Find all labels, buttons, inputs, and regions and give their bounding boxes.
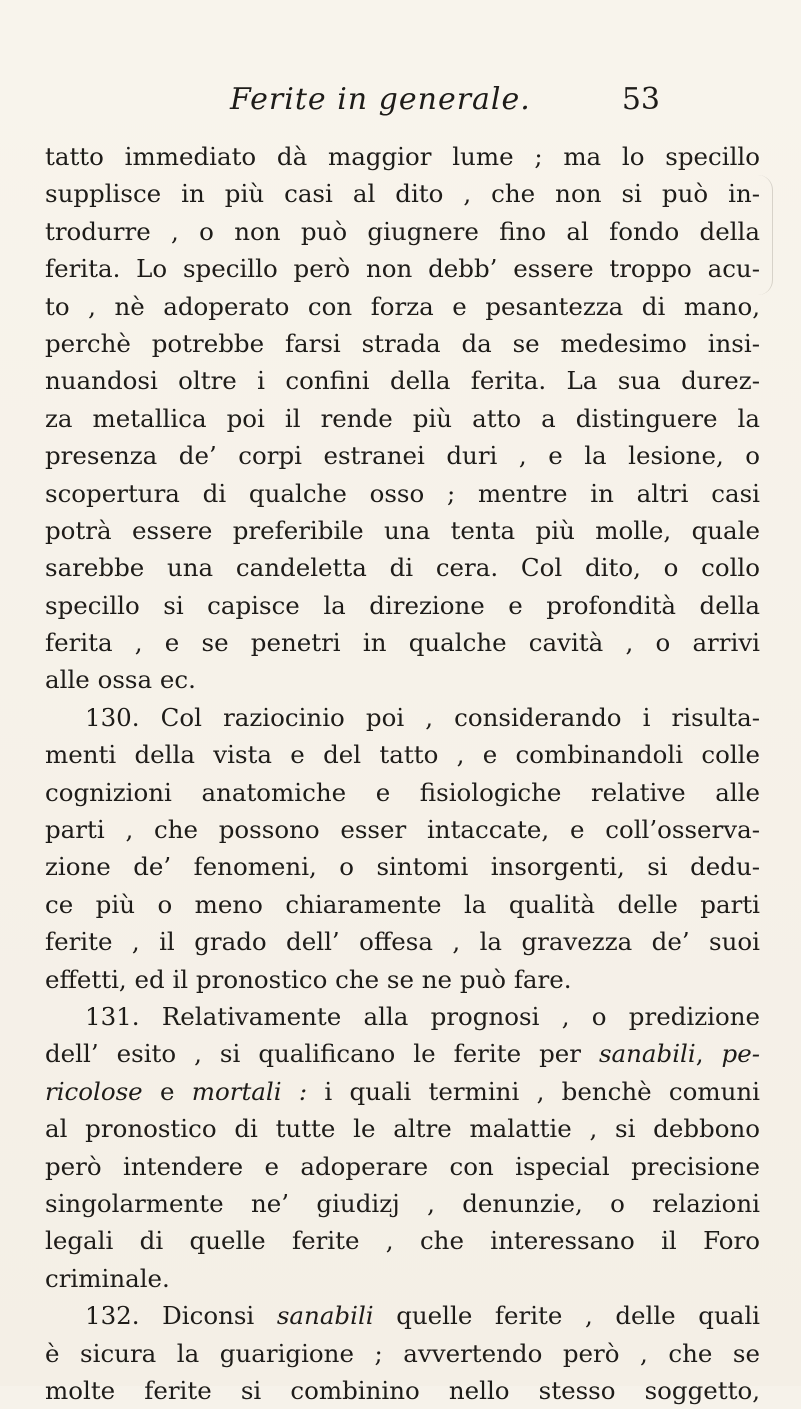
text-line: singolarmente ne’ giudizj , denunzie, o relazioni: [45, 1188, 760, 1218]
italic-term: pe-: [721, 1039, 760, 1069]
text-line: effetti, ed il pronostico che se ne può fare.: [45, 964, 572, 994]
page-edge-mark: [758, 175, 773, 295]
text-line: tatto immediato dà maggior lume ; ma lo specillo: [45, 142, 760, 171]
text-line: za metallica poi il rende più atto a distinguere la: [45, 403, 760, 433]
text-line: alle ossa ec.: [45, 665, 196, 695]
text-line: presenza de’ corpi estranei duri , e la lesione, o: [45, 441, 760, 471]
text-line: al pronostico di tutte le altre malattie , si debbono: [45, 1114, 760, 1144]
body-text: [45, 138, 760, 1409]
paragraph-130-start: 130. Col raziocinio poi , considerando i risulta-: [85, 702, 760, 732]
text-line: legali di quelle ferite , che interessano il Foro: [45, 1226, 760, 1256]
text-line: ferita. Lo specillo però non debb’ essere troppo acu-: [45, 254, 760, 284]
italic-term: ricolose: [45, 1076, 143, 1106]
text-line: cognizioni anatomiche e fisiologiche relative alle: [45, 777, 760, 807]
page-header: [230, 82, 660, 126]
text-line: però intendere e adoperare con ispecial precisione: [45, 1151, 760, 1181]
text-line: supplisce in più casi al dito , che non si può in-: [45, 179, 760, 209]
text-line: to , nè adoperato con forza e pesantezza di mano,: [45, 291, 760, 321]
text-line: parti , che possono esser intaccate, e coll’osserva-: [45, 815, 760, 845]
text-line: criminale.: [45, 1263, 170, 1293]
italic-term: sanabili: [276, 1301, 374, 1331]
text-line: zione de’ fenomeni, o sintomi insorgenti, si dedu-: [45, 852, 760, 882]
running-title: Ferite in generale.: [230, 82, 531, 117]
text-line: scopertura di qualche osso ; mentre in altri casi: [45, 478, 760, 508]
text-line: dell’ esito , si qualificano le ferite per sanabili, pe-: [45, 1039, 760, 1069]
text-line: ricolose e mortali : i quali termini , benchè comuni: [45, 1076, 760, 1106]
italic-term: mortali :: [191, 1076, 308, 1106]
text-line: sarebbe una candeletta di cera. Col dito, o collo: [45, 553, 760, 583]
italic-term: sanabili: [598, 1039, 696, 1069]
paragraph-132-start: 132. Diconsi sanabili quelle ferite , delle quali: [85, 1301, 760, 1331]
text-line: potrà essere preferibile una tenta più molle, quale: [45, 515, 760, 545]
paragraph-131-start: 131. Relativamente alla prognosi , o predizione: [85, 1001, 760, 1031]
text-line: specillo si capisce la direzione e profondità della: [45, 590, 760, 620]
text-line: perchè potrebbe farsi strada da se medesimo insi-: [45, 328, 760, 358]
page-number: 53: [621, 82, 660, 117]
text-line: ce più o meno chiaramente la qualità delle parti: [45, 889, 760, 919]
text-line: è sicura la guarigione ; avvertendo però , che se: [45, 1338, 760, 1368]
text-line: nuandosi oltre i confini della ferita. La sua durez-: [45, 366, 760, 396]
text-line: menti della vista e del tatto , e combinandoli colle: [45, 740, 760, 770]
text-line: ferite , il grado dell’ offesa , la gravezza de’ suoi: [45, 927, 760, 957]
text-line: molte ferite si combinino nello stesso soggetto,: [45, 1375, 760, 1405]
text-line: trodurre , o non può giugnere fino al fondo della: [45, 216, 760, 246]
text-line: ferita , e se penetri in qualche cavità , o arrivi: [45, 628, 760, 658]
